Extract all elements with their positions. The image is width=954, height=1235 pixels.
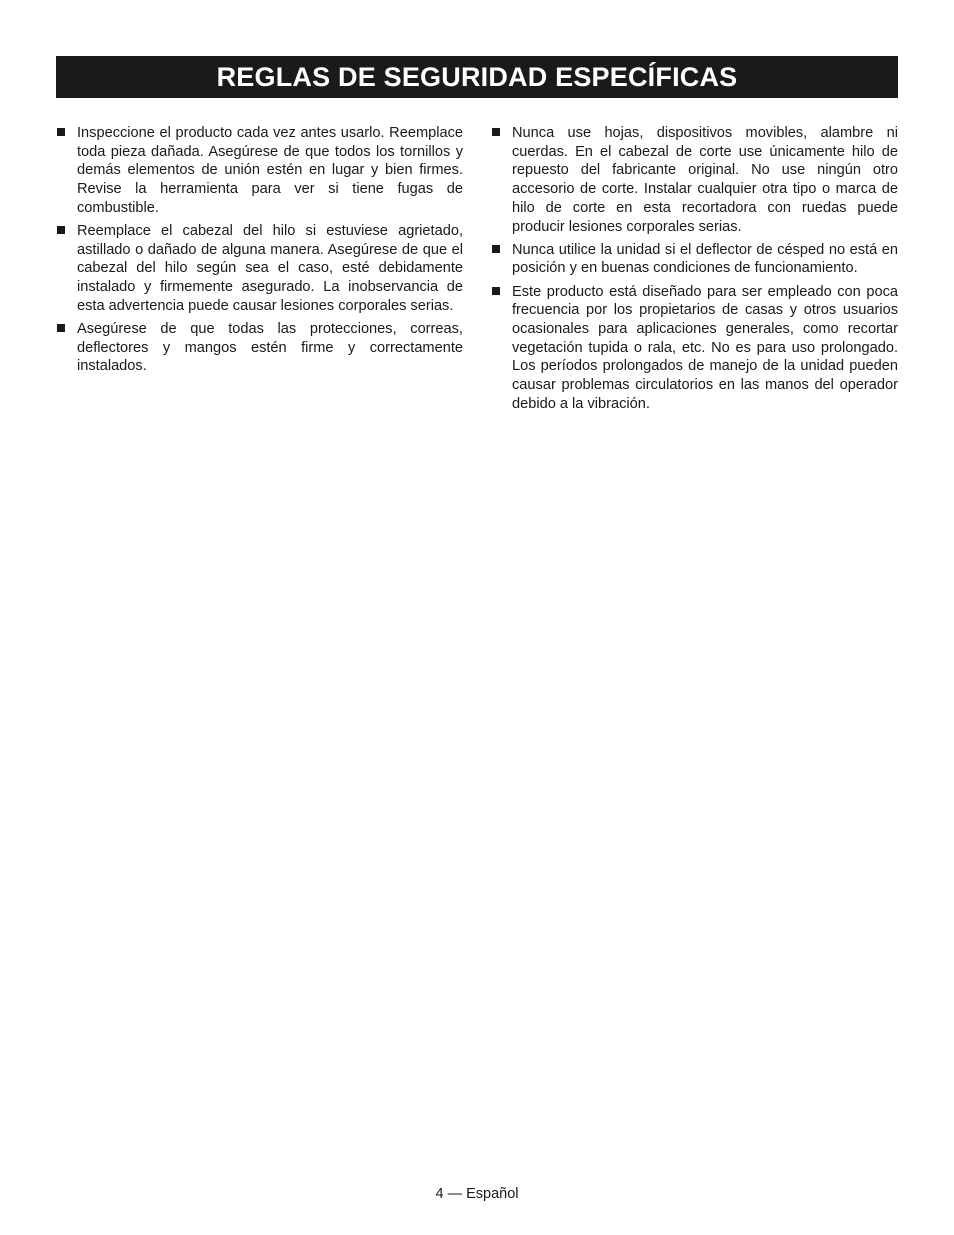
list-item-text: Este producto está diseñado para ser empleado con poca frecuencia por los propietarios de casas y otros usuarios ocasionales para aplicaciones generales, como recortar vegetación tupida o rala, etc. No es para uso prolongado. Los períodos prolongados de manejo de la unidad pueden causar problemas circulatorios en las manos del operador debido a la vibración.: [512, 283, 898, 412]
square-bullet-icon: [57, 324, 65, 332]
list-item: [491, 283, 898, 414]
list-item-text: Inspeccione el producto cada vez antes usarlo. Reemplace toda pieza dañada. Asegúrese de que todos los tornillos y demás elementos de unión estén en lugar y bien firmes. Revise la herramienta para ver si tiene fugas de combustible.: [77, 125, 463, 216]
list-item-text: Reemplace el cabezal del hilo si estuviese agrietado, astillado o dañado de alguna manera. Asegúrese de que el cabezal del hilo según sea el caso, esté debidamente instalado y firmemente asegurado. La inobservancia de esta advertencia puede causar lesiones corporales serias.: [77, 223, 463, 314]
right-column: [491, 124, 898, 418]
square-bullet-icon: [492, 128, 500, 136]
list-item: [56, 222, 463, 316]
list-item: [56, 124, 463, 218]
list-item-text: Nunca use hojas, dispositivos movibles, alambre ni cuerdas. En el cabezal de corte use únicamente hilo de repuesto del fabricante original. No use ningún otro accesorio de corte. Instalar cualquier otra tipo o marca de hilo de corte en esta recortadora con ruedas puede producir lesiones corporales serias.: [512, 125, 898, 235]
list-item: [56, 320, 463, 376]
left-bullet-list: [56, 124, 463, 376]
square-bullet-icon: [492, 245, 500, 253]
list-item: [491, 241, 898, 278]
page-title: REGLAS DE SEGURIDAD ESPECÍFICAS: [216, 61, 738, 92]
left-column: [56, 124, 463, 381]
list-item: [491, 124, 898, 236]
right-bullet-list: [491, 124, 898, 414]
square-bullet-icon: [57, 226, 65, 234]
list-item-text: Asegúrese de que todas las protecciones, correas, deflectores y mangos estén firme y correctamente instalados.: [77, 321, 463, 375]
square-bullet-icon: [57, 128, 65, 136]
page-footer: 4 — Español: [435, 1186, 519, 1202]
square-bullet-icon: [492, 287, 500, 295]
title-bar: [56, 56, 898, 98]
list-item-text: Nunca utilice la unidad si el deflector de césped no está en posición y en buenas condiciones de funcionamiento.: [512, 241, 898, 277]
